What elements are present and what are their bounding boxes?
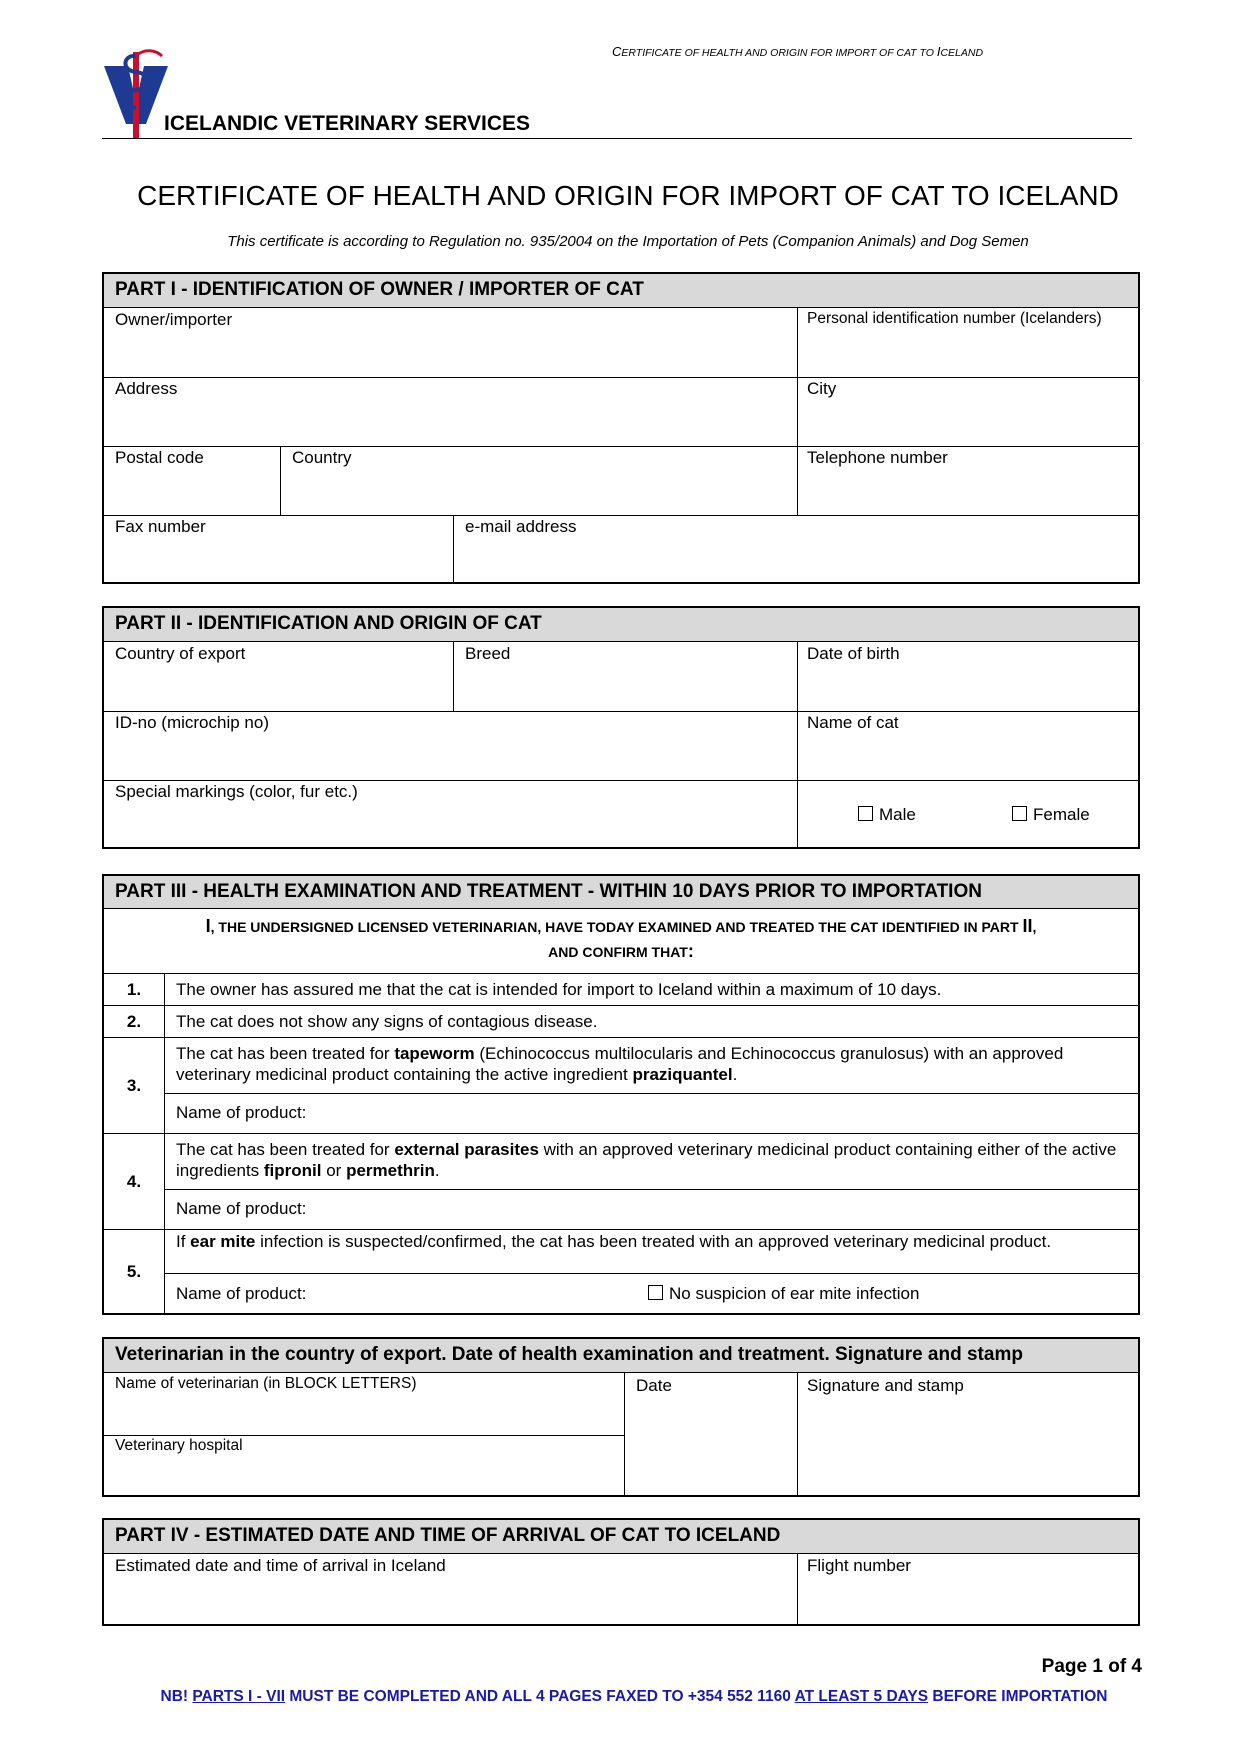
divider: [797, 1554, 798, 1626]
item-4-text: The cat has been treated for external parasites with an approved veterinary medicinal product containing either of the active ingredients fipronil or permethrin.: [176, 1140, 1117, 1180]
divider: [104, 711, 1138, 712]
document-subtitle: This certificate is according to Regulation no. 935/2004 on the Importation of Pets (Companion Animals) and Dog Semen: [227, 233, 1029, 250]
divider: [624, 1373, 625, 1497]
address-field[interactable]: Address: [115, 379, 178, 398]
divider: [797, 642, 798, 849]
divider: [164, 1093, 1138, 1094]
item-3-text: The cat has been treated for tapeworm (Echinococcus multilocularis and Echinococcus granulosus) with an approved veterinary medicinal product containing the active ingredient praziquantel.: [176, 1044, 1064, 1084]
divider: [104, 377, 1138, 378]
item-5-product-field[interactable]: Name of product:: [176, 1284, 307, 1303]
item-1-text: The owner has assured me that the cat is intended for import to Iceland within a maximum of 10 days.: [176, 980, 942, 999]
veterinarian-name-field[interactable]: Name of veterinarian (in BLOCK LETTERS): [115, 1375, 417, 1392]
divider: [164, 973, 165, 1315]
divider: [797, 1373, 798, 1497]
item-2-text: The cat does not show any signs of contagious disease.: [176, 1012, 598, 1031]
divider: [104, 780, 1138, 781]
divider: [104, 1133, 1138, 1134]
veterinarian-declaration: I, THE UNDERSIGNED LICENSED VETERINARIAN, HAVE TODAY EXAMINED AND TREATED THE CAT IDENTIFIED IN PART II, AND CONFIRM THAT:: [205, 916, 1037, 961]
city-field[interactable]: City: [807, 379, 837, 398]
signature-stamp-field[interactable]: Signature and stamp: [807, 1376, 964, 1395]
examination-date-field[interactable]: Date: [636, 1376, 672, 1395]
item-number: 3.: [126, 1076, 142, 1095]
header-divider: [102, 138, 1132, 139]
item-number: 4.: [126, 1172, 142, 1191]
part2-section: [102, 606, 1140, 849]
item-4-product-field[interactable]: Name of product:: [176, 1199, 307, 1218]
checkbox-icon: [858, 806, 873, 821]
page-number: Page 1 of 4: [1041, 1656, 1142, 1677]
divider: [280, 446, 281, 515]
arrival-datetime-field[interactable]: Estimated date and time of arrival in Iceland: [115, 1556, 446, 1575]
part1-heading: PART I - IDENTIFICATION OF OWNER / IMPORTER OF CAT: [104, 274, 1138, 308]
country-of-export-field[interactable]: Country of export: [115, 644, 246, 663]
part4-section: [102, 1518, 1140, 1626]
item-5-text: If ear mite infection is suspected/confirmed, the cat has been treated with an approved veterinary medicinal product.: [176, 1232, 1052, 1251]
telephone-field[interactable]: Telephone number: [807, 448, 948, 467]
special-markings-field[interactable]: Special markings (color, fur etc.): [115, 782, 358, 801]
snake-staff-logo-icon: [102, 44, 172, 140]
divider: [797, 308, 798, 515]
divider: [104, 973, 1138, 974]
divider: [164, 1273, 1138, 1274]
part3-section: [102, 874, 1140, 1315]
breed-field[interactable]: Breed: [465, 644, 511, 663]
cat-name-field[interactable]: Name of cat: [807, 713, 899, 732]
divider: [104, 446, 1138, 447]
part3-heading: PART III - HEALTH EXAMINATION AND TREATMENT - WITHIN 10 DAYS PRIOR TO IMPORTATION: [104, 876, 1138, 909]
owner-importer-field[interactable]: Owner/importer: [115, 310, 233, 329]
divider: [104, 1037, 1138, 1038]
divider: [453, 515, 454, 584]
no-ear-mite-checkbox[interactable]: [648, 1284, 919, 1304]
item-number: 2.: [126, 1012, 142, 1031]
veterinarian-heading: Veterinarian in the country of export. Date of health examination and treatment. Signature and stamp: [104, 1339, 1138, 1373]
veterinary-hospital-field[interactable]: Veterinary hospital: [115, 1437, 243, 1454]
checkbox-icon: [1012, 806, 1027, 821]
divider: [164, 1189, 1138, 1190]
female-checkbox[interactable]: [1012, 805, 1090, 825]
checkbox-icon: [648, 1285, 663, 1300]
no-ear-mite-label: No suspicion of ear mite infection: [669, 1284, 920, 1303]
female-label: Female: [1033, 805, 1090, 824]
personal-id-field[interactable]: Personal identification number (Icelanders): [807, 310, 1102, 327]
date-of-birth-field[interactable]: Date of birth: [807, 644, 900, 663]
footer-notice: NB! PARTS I - VII MUST BE COMPLETED AND ALL 4 PAGES FAXED TO +354 552 1160 AT LEAST 5 DAYS BEFORE IMPORTATION: [160, 1688, 1108, 1705]
divider: [104, 515, 1138, 516]
fax-field[interactable]: Fax number: [115, 517, 206, 536]
microchip-id-field[interactable]: ID-no (microchip no): [115, 713, 269, 732]
item-number: 5.: [126, 1262, 142, 1281]
divider: [104, 1005, 1138, 1006]
item-3-product-field[interactable]: Name of product:: [176, 1103, 307, 1122]
document-title: CERTIFICATE OF HEALTH AND ORIGIN FOR IMPORT OF CAT TO ICELAND: [137, 180, 1119, 211]
male-checkbox[interactable]: [858, 805, 916, 825]
part2-heading: PART II - IDENTIFICATION AND ORIGIN OF CAT: [104, 608, 1138, 642]
divider: [104, 1435, 624, 1436]
flight-number-field[interactable]: Flight number: [807, 1556, 911, 1575]
postal-code-field[interactable]: Postal code: [115, 448, 204, 467]
item-number: 1.: [126, 980, 142, 999]
divider: [453, 642, 454, 711]
male-label: Male: [879, 805, 916, 824]
organization-name: ICELANDIC VETERINARY SERVICES: [164, 112, 531, 135]
divider: [104, 1229, 1138, 1230]
part4-heading: PART IV - ESTIMATED DATE AND TIME OF ARRIVAL OF CAT TO ICELAND: [104, 1520, 1138, 1554]
running-title: CERTIFICATE OF HEALTH AND ORIGIN FOR IMPORT OF CAT TO ICELAND: [612, 44, 984, 59]
part1-section: [102, 272, 1140, 584]
veterinarian-section: [102, 1337, 1140, 1497]
country-field[interactable]: Country: [292, 448, 352, 467]
email-field[interactable]: e-mail address: [465, 517, 577, 536]
